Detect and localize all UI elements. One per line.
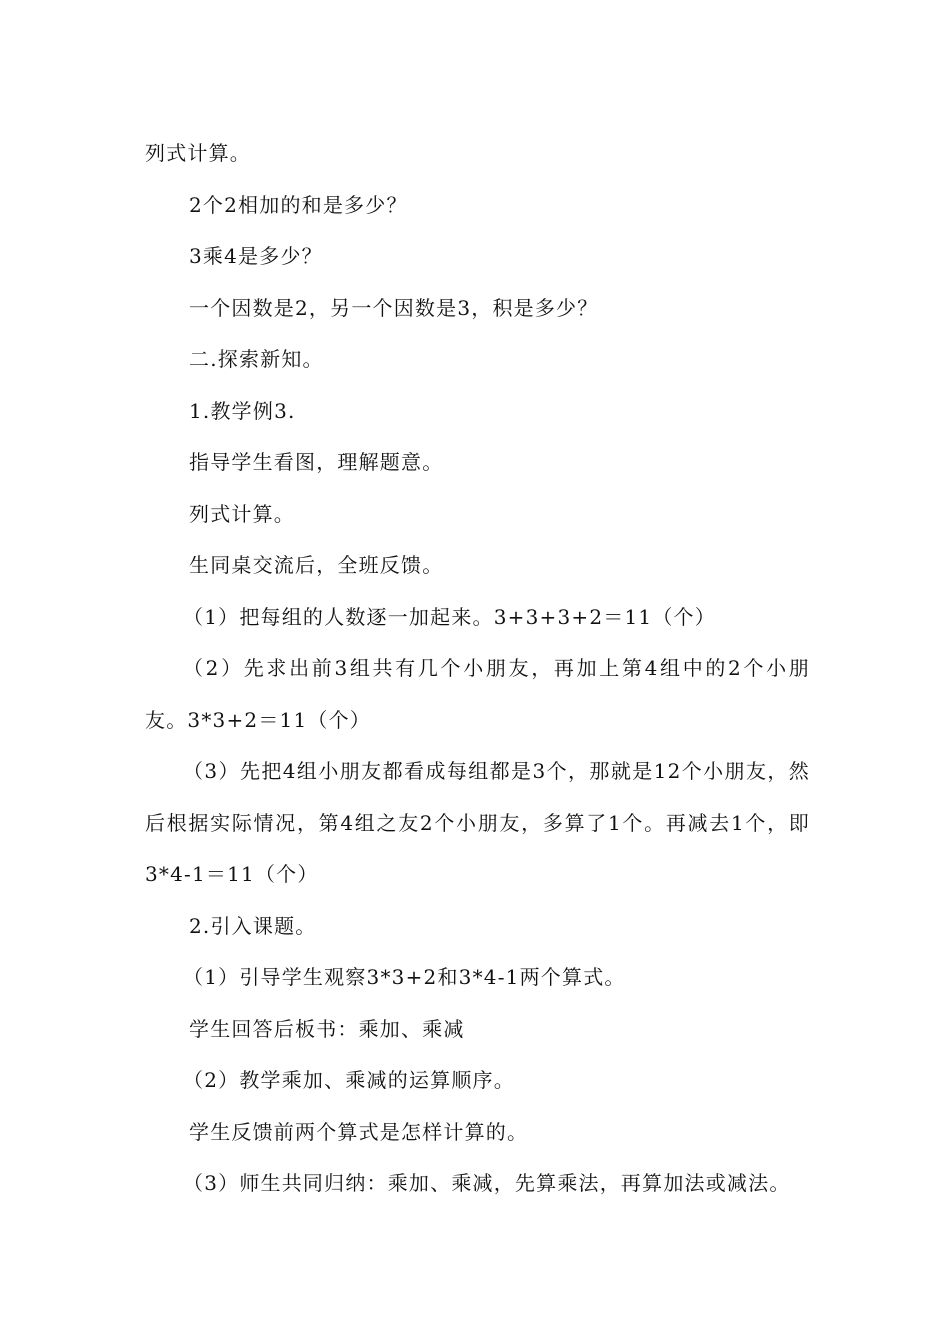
- paragraph-student-feedback: 学生反馈前两个算式是怎样计算的。: [189, 1119, 529, 1144]
- section-heading-explore: 二.探索新知。: [189, 347, 324, 371]
- paragraph-calc: 列式计算。: [189, 501, 295, 526]
- paragraph-summary: （3）师生共同归纳：乘加、乘减，先算乘法，再算加法或减法。: [183, 1171, 791, 1195]
- paragraph-method-1: （1）把每组的人数逐一加起来。3+3+3+2＝11（个）: [183, 604, 716, 629]
- paragraph-question-2: 3乘4是多少？: [189, 244, 323, 268]
- document-body: [145, 128, 810, 1210]
- paragraph-question-1: 2个2相加的和是多少？: [189, 192, 408, 217]
- paragraph-order: （2）教学乘加、乘减的运算顺序。: [183, 1068, 515, 1092]
- paragraph-continuation: 列式计算。: [145, 141, 251, 165]
- paragraph-method-2: （2）先求出前3组共有几个小朋友，再加上第4组中的2个小朋友。3*3+2＝11（个）: [145, 656, 810, 732]
- paragraph-guide: 指导学生看图，理解题意。: [189, 450, 444, 474]
- paragraph-question-3: 一个因数是2，另一个因数是3，积是多少？: [189, 295, 599, 320]
- paragraph-board: 学生回答后板书：乘加、乘减: [189, 1016, 465, 1041]
- subheading-example-3: 1.教学例3.: [189, 398, 296, 423]
- subheading-introduce-topic: 2.引入课题。: [189, 913, 317, 938]
- paragraph-feedback: 生同桌交流后，全班反馈。: [189, 553, 444, 577]
- paragraph-observe: （1）引导学生观察3*3+2和3*4-1两个算式。: [183, 965, 626, 989]
- paragraph-method-3: （3）先把4组小朋友都看成每组都是3个，那就是12个小朋友，然后根据实际情况，第4组之友2个小朋友，多算了1个。再减去1个，即3*4-1＝11（个）: [145, 759, 810, 886]
